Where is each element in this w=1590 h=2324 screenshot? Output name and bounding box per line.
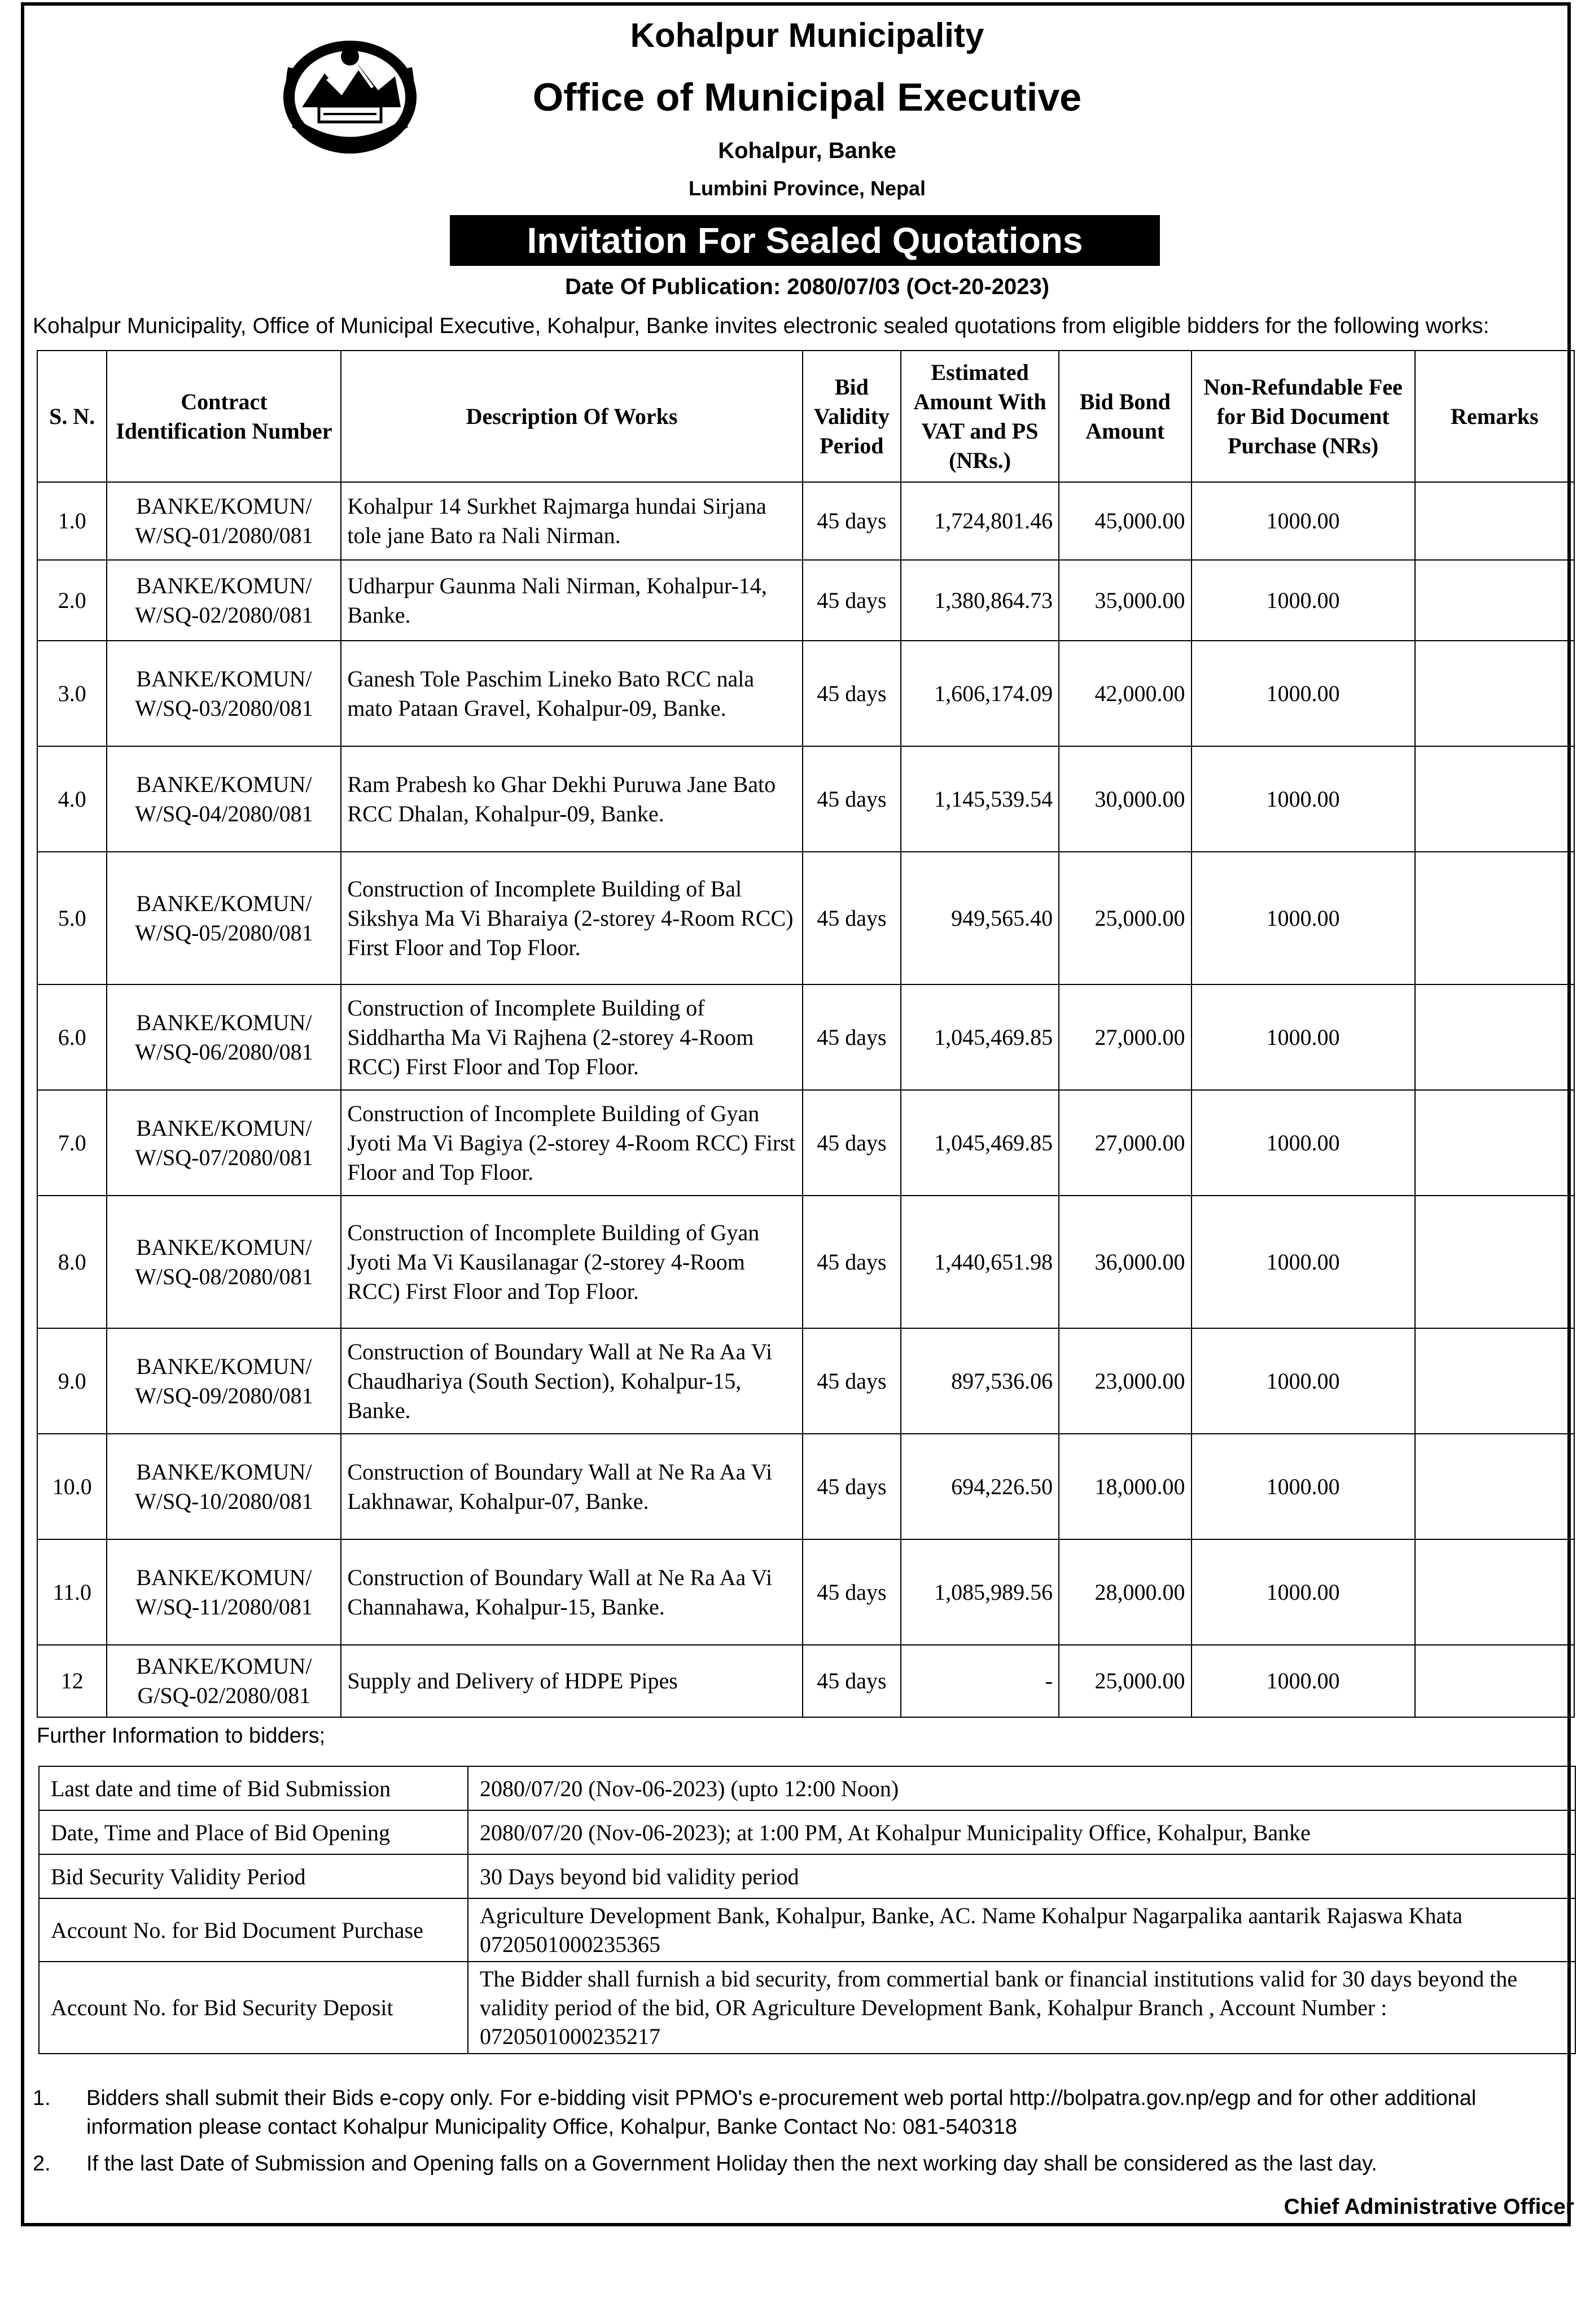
- table-header-row: [37, 351, 1574, 482]
- cell-sn: 5.0: [37, 852, 107, 984]
- note-text: Bidders shall submit their Bids e-copy only. For e-bidding visit PPMO's e-procurement web portal http://bolpatra.gov.np/egp and for other additional information please contact Kohalpur Municipality Office, Kohalpur, Banke Contact No: 081-540318: [86, 2086, 1477, 2139]
- works-table-body: [37, 482, 1574, 1717]
- nepal-emblem-icon: [279, 34, 421, 161]
- info-value: Agriculture Development Bank, Kohalpur, Banke, AC. Name Kohalpur Nagarpalika aantarik Rajaswa Khata 0720501000235365: [468, 1898, 1575, 1962]
- cell-contract-id: BANKE/KOMUN/ W/SQ-07/2080/081: [107, 1090, 341, 1196]
- cell-description: Ram Prabesh ko Ghar Dekhi Puruwa Jane Bato RCC Dhalan, Kohalpur-09, Banke.: [341, 746, 802, 852]
- table-row: [37, 1645, 1574, 1717]
- table-row: [37, 1196, 1574, 1328]
- further-info-body: [39, 1766, 1575, 2054]
- note-number: 2.: [33, 2152, 51, 2176]
- header-contract-id: Contract Identification Number: [107, 351, 341, 482]
- cell-estimated-amount: 1,045,469.85: [901, 984, 1059, 1090]
- signature-title: Chief Administrative Officer: [1284, 2195, 1574, 2219]
- table-row: [37, 1539, 1574, 1645]
- cell-bid-bond: 23,000.00: [1059, 1328, 1191, 1434]
- cell-estimated-amount: 694,226.50: [901, 1434, 1059, 1539]
- cell-fee: 1000.00: [1192, 1434, 1415, 1539]
- cell-description: Construction of Incomplete Building of Gyan Jyoti Ma Vi Bagiya (2-storey 4-Room RCC) First Floor and Top Floor.: [341, 1090, 802, 1196]
- province-text: Lumbini Province, Nepal: [688, 177, 926, 200]
- cell-fee: 1000.00: [1192, 984, 1415, 1090]
- cell-estimated-amount: 1,440,651.98: [901, 1196, 1059, 1328]
- header-description: Description Of Works: [341, 351, 802, 482]
- cell-validity: 45 days: [803, 1196, 901, 1328]
- cell-contract-id: BANKE/KOMUN/ W/SQ-04/2080/081: [107, 746, 341, 852]
- cell-contract-id: BANKE/KOMUN/ W/SQ-02/2080/081: [107, 560, 341, 641]
- cell-bid-bond: 25,000.00: [1059, 1645, 1191, 1717]
- cell-bid-bond: 45,000.00: [1059, 482, 1191, 560]
- cell-bid-bond: 42,000.00: [1059, 641, 1191, 746]
- cell-estimated-amount: 1,380,864.73: [901, 560, 1059, 641]
- further-info-title: Further Information to bidders;: [37, 1724, 326, 1748]
- info-row: [39, 1810, 1575, 1854]
- cell-contract-id: BANKE/KOMUN/ W/SQ-10/2080/081: [107, 1434, 341, 1539]
- info-value: The Bidder shall furnish a bid security, from commertial bank or financial institutions valid for 30 days beyond the validity period of the bid, OR Agriculture Development Bank, Kohalpur Branch , Account Number : 0720501000235217: [468, 1962, 1575, 2054]
- cell-description: Ganesh Tole Paschim Lineko Bato RCC nala mato Pataan Gravel, Kohalpur-09, Banke.: [341, 641, 802, 746]
- cell-fee: 1000.00: [1192, 482, 1415, 560]
- cell-fee: 1000.00: [1192, 1090, 1415, 1196]
- table-row: [37, 1328, 1574, 1434]
- header-remarks: Remarks: [1415, 351, 1574, 482]
- table-row: [37, 984, 1574, 1090]
- header-estimated-amount: Estimated Amount With VAT and PS (NRs.): [901, 351, 1059, 482]
- cell-sn: 3.0: [37, 641, 107, 746]
- header-bid-bond: Bid Bond Amount: [1059, 351, 1191, 482]
- cell-validity: 45 days: [803, 984, 901, 1090]
- cell-contract-id: BANKE/KOMUN/ G/SQ-02/2080/081: [107, 1645, 341, 1717]
- cell-estimated-amount: -: [901, 1645, 1059, 1717]
- cell-bid-bond: 18,000.00: [1059, 1434, 1191, 1539]
- note-item: [33, 2150, 1579, 2178]
- cell-description: Construction of Boundary Wall at Ne Ra Aa Vi Chaudhariya (South Section), Kohalpur-15, Banke.: [341, 1328, 802, 1434]
- cell-remarks: [1415, 482, 1574, 560]
- cell-estimated-amount: 1,085,989.56: [901, 1539, 1059, 1645]
- info-row: [39, 1854, 1575, 1898]
- cell-sn: 6.0: [37, 984, 107, 1090]
- cell-estimated-amount: 949,565.40: [901, 852, 1059, 984]
- header-validity: Bid Validity Period: [803, 351, 901, 482]
- table-row: [37, 1090, 1574, 1196]
- cell-bid-bond: 36,000.00: [1059, 1196, 1191, 1328]
- cell-bid-bond: 30,000.00: [1059, 746, 1191, 852]
- cell-sn: 9.0: [37, 1328, 107, 1434]
- cell-description: Construction of Incomplete Building of Gyan Jyoti Ma Vi Kausilanagar (2-storey 4-Room RCC) First Floor and Top Floor.: [341, 1196, 802, 1328]
- cell-remarks: [1415, 1434, 1574, 1539]
- cell-fee: 1000.00: [1192, 1645, 1415, 1717]
- cell-validity: 45 days: [803, 746, 901, 852]
- office-name: Office of Municipal Executive: [532, 75, 1082, 119]
- info-value: 30 Days beyond bid validity period: [468, 1854, 1575, 1898]
- cell-validity: 45 days: [803, 1090, 901, 1196]
- table-row: [37, 560, 1574, 641]
- cell-description: Construction of Incomplete Building of Siddhartha Ma Vi Rajhena (2-storey 4-Room RCC) First Floor and Top Floor.: [341, 984, 802, 1090]
- info-value: 2080/07/20 (Nov-06-2023) (upto 12:00 Noon): [468, 1766, 1575, 1810]
- cell-sn: 8.0: [37, 1196, 107, 1328]
- cell-description: Udharpur Gaunma Nali Nirman, Kohalpur-14, Banke.: [341, 560, 802, 641]
- cell-description: Construction of Incomplete Building of Bal Sikshya Ma Vi Bharaiya (2-storey 4-Room RCC) First Floor and Top Floor.: [341, 852, 802, 984]
- cell-validity: 45 days: [803, 560, 901, 641]
- cell-description: Supply and Delivery of HDPE Pipes: [341, 1645, 802, 1717]
- cell-contract-id: BANKE/KOMUN/ W/SQ-03/2080/081: [107, 641, 341, 746]
- cell-bid-bond: 27,000.00: [1059, 984, 1191, 1090]
- cell-remarks: [1415, 746, 1574, 852]
- publication-date: Date Of Publication: 2080/07/03 (Oct-20-2023): [564, 274, 1050, 299]
- cell-fee: 1000.00: [1192, 560, 1415, 641]
- info-row: [39, 1962, 1575, 2054]
- cell-contract-id: BANKE/KOMUN/ W/SQ-09/2080/081: [107, 1328, 341, 1434]
- cell-contract-id: BANKE/KOMUN/ W/SQ-11/2080/081: [107, 1539, 341, 1645]
- header-fee: Non-Refundable Fee for Bid Document Purchase (NRs): [1192, 351, 1415, 482]
- cell-validity: 45 days: [803, 1539, 901, 1645]
- cell-contract-id: BANKE/KOMUN/ W/SQ-06/2080/081: [107, 984, 341, 1090]
- cell-sn: 12: [37, 1645, 107, 1717]
- info-label: Last date and time of Bid Submission: [39, 1766, 468, 1810]
- cell-sn: 1.0: [37, 482, 107, 560]
- cell-remarks: [1415, 560, 1574, 641]
- cell-sn: 11.0: [37, 1539, 107, 1645]
- cell-sn: 10.0: [37, 1434, 107, 1539]
- header-sn: S. N.: [37, 351, 107, 482]
- works-table: [37, 350, 1575, 1718]
- cell-bid-bond: 28,000.00: [1059, 1539, 1191, 1645]
- municipality-name: Kohalpur Municipality: [630, 16, 984, 54]
- cell-fee: 1000.00: [1192, 1539, 1415, 1645]
- notice-title-banner: Invitation For Sealed Quotations: [450, 215, 1160, 266]
- cell-bid-bond: 35,000.00: [1059, 560, 1191, 641]
- cell-contract-id: BANKE/KOMUN/ W/SQ-08/2080/081: [107, 1196, 341, 1328]
- table-row: [37, 482, 1574, 560]
- cell-validity: 45 days: [803, 852, 901, 984]
- cell-sn: 2.0: [37, 560, 107, 641]
- note-text: If the last Date of Submission and Opening falls on a Government Holiday then the next working day shall be considered as the last day.: [86, 2152, 1377, 2176]
- cell-sn: 4.0: [37, 746, 107, 852]
- info-label: Bid Security Validity Period: [39, 1854, 468, 1898]
- cell-remarks: [1415, 852, 1574, 984]
- info-label: Date, Time and Place of Bid Opening: [39, 1810, 468, 1854]
- cell-estimated-amount: 1,724,801.46: [901, 482, 1059, 560]
- cell-estimated-amount: 1,145,539.54: [901, 746, 1059, 852]
- info-row: [39, 1898, 1575, 1962]
- cell-contract-id: BANKE/KOMUN/ W/SQ-05/2080/081: [107, 852, 341, 984]
- cell-description: Construction of Boundary Wall at Ne Ra Aa Vi Lakhnawar, Kohalpur-07, Banke.: [341, 1434, 802, 1539]
- cell-remarks: [1415, 1090, 1574, 1196]
- note-item: [33, 2084, 1579, 2142]
- cell-validity: 45 days: [803, 1328, 901, 1434]
- info-row: [39, 1766, 1575, 1810]
- note-number: 1.: [33, 2086, 51, 2110]
- cell-remarks: [1415, 1196, 1574, 1328]
- cell-description: Kohalpur 14 Surkhet Rajmarga hundai Sirjana tole jane Bato ra Nali Nirman.: [341, 482, 802, 560]
- cell-validity: 45 days: [803, 641, 901, 746]
- cell-bid-bond: 27,000.00: [1059, 1090, 1191, 1196]
- info-label: Account No. for Bid Security Deposit: [39, 1962, 468, 2054]
- info-value: 2080/07/20 (Nov-06-2023); at 1:00 PM, At Kohalpur Municipality Office, Kohalpur, Banke: [468, 1810, 1575, 1854]
- cell-remarks: [1415, 1328, 1574, 1434]
- cell-fee: 1000.00: [1192, 1328, 1415, 1434]
- cell-fee: 1000.00: [1192, 852, 1415, 984]
- table-row: [37, 746, 1574, 852]
- cell-fee: 1000.00: [1192, 746, 1415, 852]
- cell-remarks: [1415, 1539, 1574, 1645]
- cell-validity: 45 days: [803, 482, 901, 560]
- table-row: [37, 1434, 1574, 1539]
- cell-contract-id: BANKE/KOMUN/ W/SQ-01/2080/081: [107, 482, 341, 560]
- table-row: [37, 852, 1574, 984]
- cell-validity: 45 days: [803, 1645, 901, 1717]
- cell-estimated-amount: 1,606,174.09: [901, 641, 1059, 746]
- cell-estimated-amount: 897,536.06: [901, 1328, 1059, 1434]
- table-row: [37, 641, 1574, 746]
- cell-fee: 1000.00: [1192, 1196, 1415, 1328]
- info-label: Account No. for Bid Document Purchase: [39, 1898, 468, 1962]
- cell-remarks: [1415, 984, 1574, 1090]
- further-info-table: [38, 1766, 1576, 2054]
- cell-bid-bond: 25,000.00: [1059, 852, 1191, 984]
- cell-validity: 45 days: [803, 1434, 901, 1539]
- cell-estimated-amount: 1,045,469.85: [901, 1090, 1059, 1196]
- cell-sn: 7.0: [37, 1090, 107, 1196]
- cell-description: Construction of Boundary Wall at Ne Ra Aa Vi Channahawa, Kohalpur-15, Banke.: [341, 1539, 802, 1645]
- notes-list: [33, 2084, 1579, 2186]
- cell-remarks: [1415, 1645, 1574, 1717]
- location-text: Kohalpur, Banke: [718, 138, 896, 163]
- cell-remarks: [1415, 641, 1574, 746]
- cell-fee: 1000.00: [1192, 641, 1415, 746]
- intro-paragraph: Kohalpur Municipality, Office of Municipal Executive, Kohalpur, Banke invites electronic sealed quotations from eligible bidders for the following works:: [33, 314, 1490, 338]
